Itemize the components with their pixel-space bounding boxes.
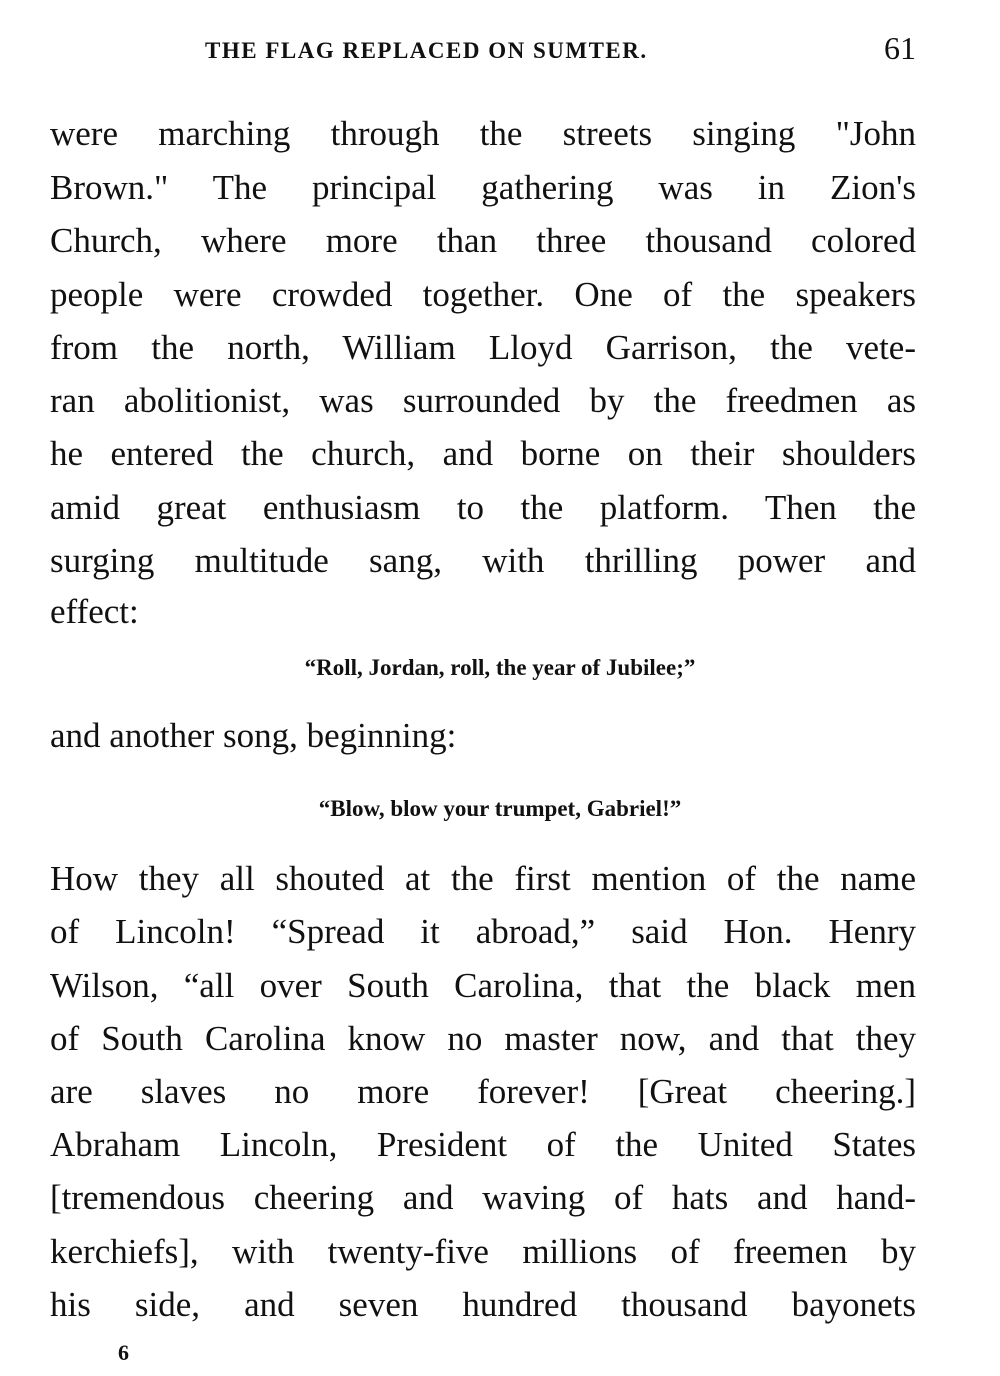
text-line: [tremendous cheering and waving of hats and hand- [50, 1178, 916, 1217]
text-line: effect: [50, 592, 139, 631]
text-line: Church, where more than three thousand colored [50, 221, 916, 260]
text-line: from the north, William Lloyd Garrison, the vete- [50, 328, 916, 367]
text-line: Wilson, “all over South Carolina, that the black men [50, 966, 916, 1005]
text-line: were marching through the streets singing "John [50, 114, 916, 153]
text-line: amid great enthusiasm to the platform. Then the [50, 488, 916, 527]
text-line: of South Carolina know no master now, and that they [50, 1019, 916, 1058]
text-line: ran abolitionist, was surrounded by the freedmen as [50, 381, 916, 420]
text-line: are slaves no more forever! [Great cheering.] [50, 1072, 916, 1111]
text-line: surging multitude sang, with thrilling power and [50, 541, 916, 580]
text-line: of Lincoln! “Spread it abroad,” said Hon. Henry [50, 912, 916, 951]
signature-mark: 6 [118, 1340, 129, 1365]
text-line: and another song, beginning: [50, 716, 457, 755]
text-line: Brown." The principal gathering was in Zion's [50, 168, 916, 207]
text-line: he entered the church, and borne on their shoulders [50, 434, 916, 473]
text-line: How they all shouted at the first mention of the name [50, 859, 916, 898]
song-quote: “Blow, blow your trumpet, Gabriel!” [318, 796, 682, 821]
text-line: Abraham Lincoln, President of the United States [50, 1125, 916, 1164]
song-quote: “Roll, Jordan, roll, the year of Jubilee;” [304, 655, 696, 680]
text-line: people were crowded together. One of the speakers [50, 275, 916, 314]
running-title: THE FLAG REPLACED ON SUMTER. [205, 38, 648, 63]
text-line: his side, and seven hundred thousand bayonets [50, 1285, 916, 1324]
text-line: kerchiefs], with twenty-five millions of freemen by [50, 1232, 916, 1271]
page-number: 61 [884, 30, 916, 66]
